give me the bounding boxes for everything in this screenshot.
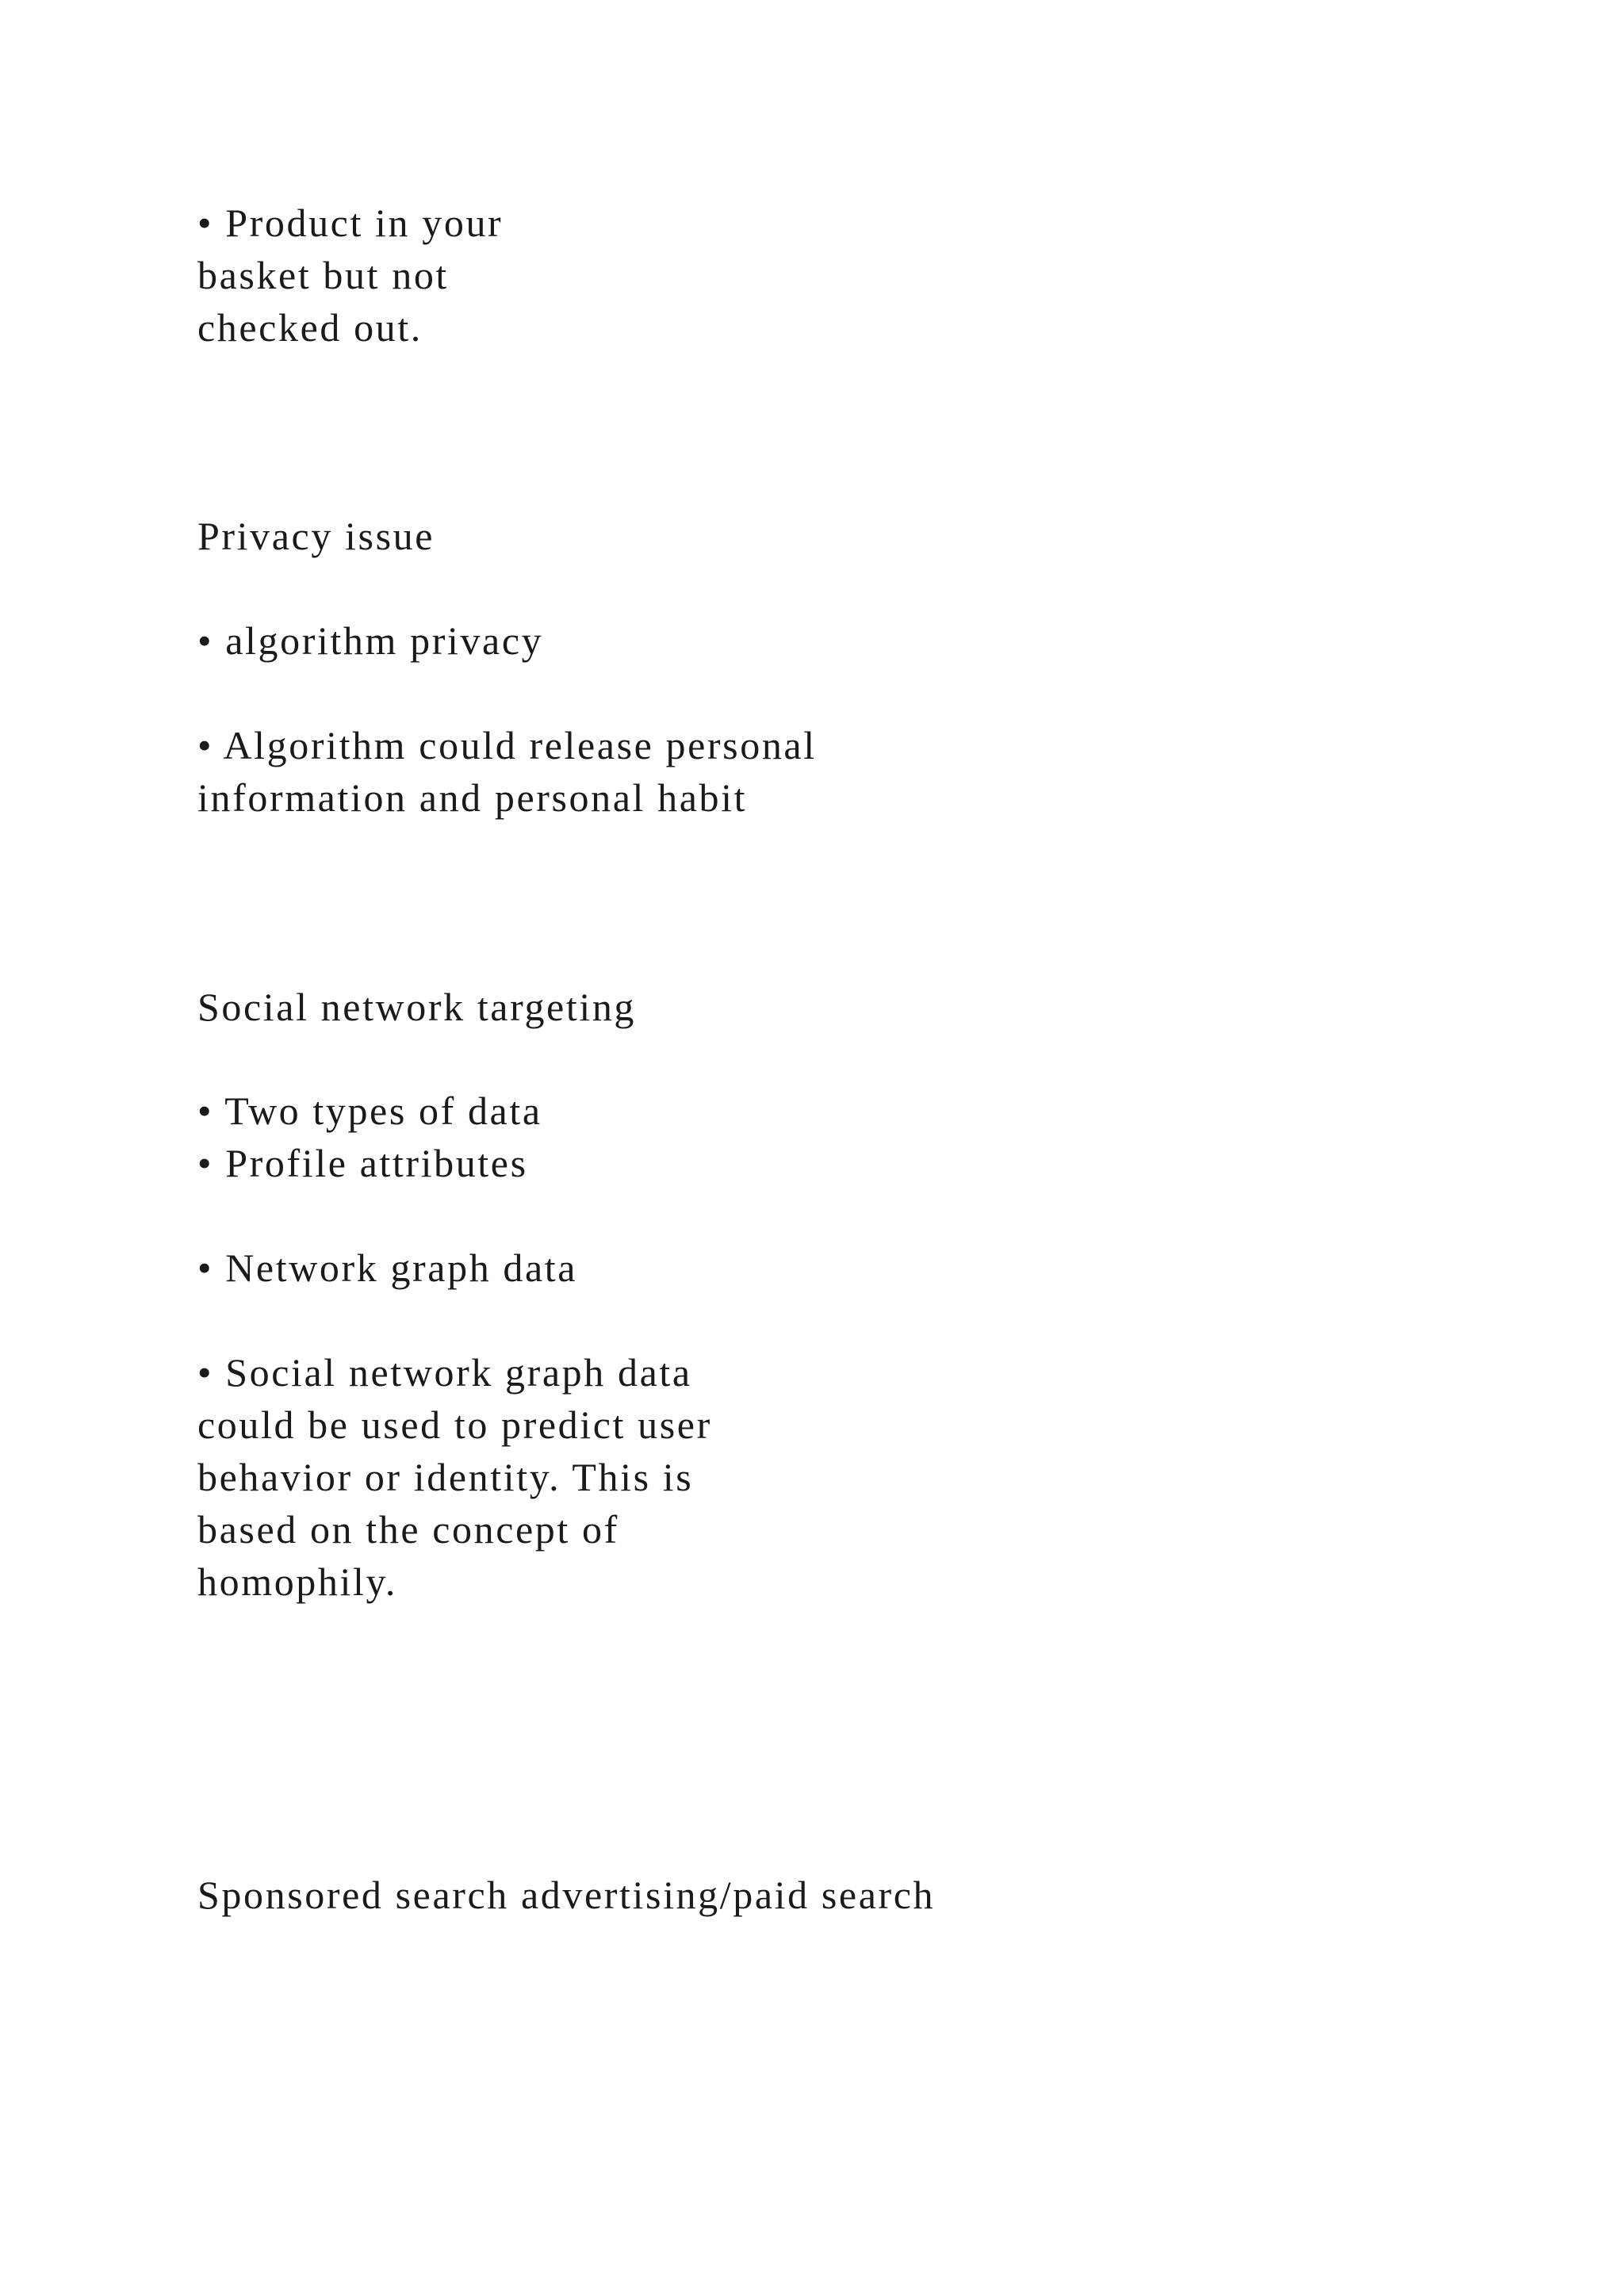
bullet-algorithm-privacy: • algorithm privacy	[197, 618, 544, 663]
bullet-product-in-basket-line-1: • Product in your	[197, 201, 504, 245]
heading-privacy-issue: Privacy issue	[197, 514, 435, 558]
bullet-product-in-basket-line-2: basket but not	[197, 253, 449, 297]
bullet-social-graph-line-1: • Social network graph data	[197, 1350, 692, 1395]
bullet-social-graph-line-4: based on the concept of	[197, 1507, 619, 1552]
bullet-social-graph-line-2: could be used to predict user	[197, 1402, 712, 1447]
heading-social-network-targeting: Social network targeting	[197, 985, 637, 1029]
bullet-social-graph-line-5: homophily.	[197, 1559, 397, 1604]
bullet-algorithm-release-line-2: information and personal habit	[197, 775, 748, 820]
heading-sponsored-search: Sponsored search advertising/paid search	[197, 1873, 936, 1917]
bullet-social-graph-line-3: behavior or identity. This is	[197, 1455, 694, 1499]
bullet-network-graph-data: • Network graph data	[197, 1246, 578, 1290]
bullet-algorithm-release-line-1: • Algorithm could release personal	[197, 723, 817, 767]
bullet-profile-attributes: • Profile attributes	[197, 1141, 528, 1185]
bullet-two-types-of-data: • Two types of data	[197, 1089, 542, 1133]
bullet-product-in-basket-line-3: checked out.	[197, 305, 423, 350]
